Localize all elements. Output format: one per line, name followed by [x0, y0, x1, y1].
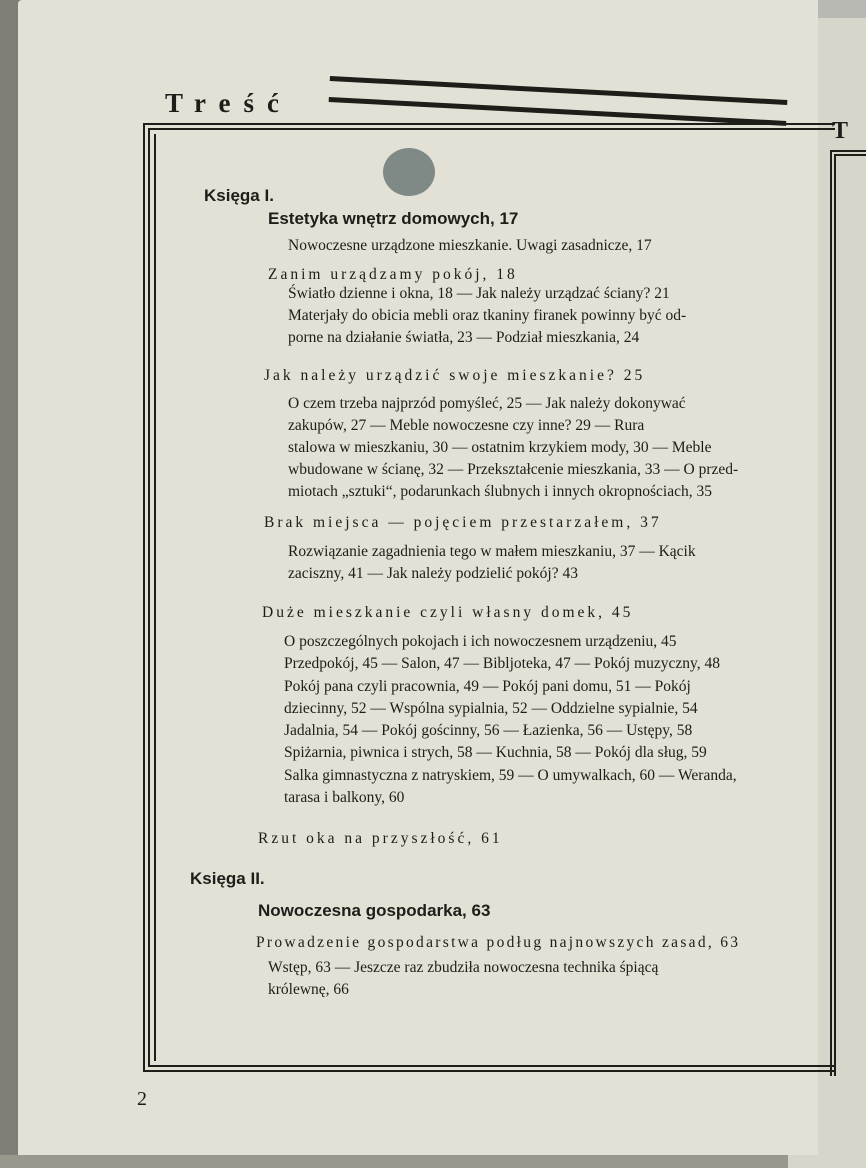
toc-entry: Rozwiązanie zagadnienia tego w małem mieszkaniu, 37 — Kącik	[288, 543, 696, 560]
toc-entry: Światło dzienne i okna, 18 — Jak należy urządzać ściany? 21	[288, 285, 670, 302]
next-page-frame	[830, 150, 866, 1076]
toc-entry: stalowa w mieszkaniu, 30 — ostatnim krzykiem mody, 30 — Meble	[288, 439, 712, 456]
toc-entry: Materjały do obicia mebli oraz tkaniny firanek powinny być od-	[288, 307, 687, 324]
page-number: 2	[137, 1088, 147, 1110]
toc-entry: Spiżarnia, piwnica i strych, 58 — Kuchnia, 58 — Pokój dla sług, 59	[284, 744, 707, 761]
toc-section-heading: Brak miejsca — pojęciem przestarzałem, 37	[264, 514, 662, 531]
toc-entry: porne na działanie światła, 23 — Podział mieszkania, 24	[288, 329, 640, 346]
toc-entry: Wstęp, 63 — Jeszcze raz zbudziła nowoczesna technika śpiącą	[268, 959, 659, 976]
toc-section-heading: Jak należy urządzić swoje mieszkanie? 25	[264, 367, 646, 384]
toc-entry: zakupów, 27 — Meble nowoczesne czy inne? 29 — Rura	[288, 417, 645, 434]
toc-entry: dziecinny, 52 — Wspólna sypialnia, 52 — Oddzielne sypialnie, 54	[284, 700, 698, 717]
toc-entry: zaciszny, 41 — Jak należy podzielić pokój? 43	[288, 565, 578, 582]
page-title: Treść	[165, 88, 292, 118]
toc-entry: królewnę, 66	[268, 981, 349, 998]
toc-section-heading: Prowadzenie gospodarstwa podług najnowszych zasad, 63	[256, 934, 741, 951]
toc-entry: Salka gimnastyczna z natryskiem, 59 — O umywalkach, 60 — Weranda,	[284, 767, 737, 784]
toc-section-heading: Zanim urządzamy pokój, 18	[268, 266, 518, 283]
toc-entry: O poszczególnych pokojach i ich nowoczesnem urządzeniu, 45	[284, 633, 677, 650]
toc-section-heading: Rzut oka na przyszłość, 61	[258, 830, 503, 847]
toc-entry: Pokój pana czyli pracownia, 49 — Pokój pani domu, 51 — Pokój	[284, 678, 691, 695]
toc-entry: tarasa i balkony, 60	[284, 789, 405, 806]
next-page-heading: T	[832, 118, 849, 144]
toc-entry: Nowoczesne urządzone mieszkanie. Uwagi zasadnicze, 17	[288, 237, 652, 254]
book-label: Księga I.	[204, 186, 274, 205]
book-title: Estetyka wnętrz domowych, 17	[268, 209, 519, 228]
toc-entry: wbudowane w ścianę, 32 — Przekształcenie mieszkania, 33 — O przed-	[288, 461, 739, 478]
toc-entry: miotach „sztuki“, podarunkach ślubnych i innych okropnościach, 35	[288, 483, 712, 500]
toc-section-heading: Duże mieszkanie czyli własny domek, 45	[262, 604, 634, 621]
toc-entry: Przedpokój, 45 — Salon, 47 — Bibljoteka, 47 — Pokój muzyczny, 48	[284, 655, 720, 672]
book-title: Nowoczesna gospodarka, 63	[258, 901, 491, 920]
toc-entry: O czem trzeba najprzód pomyśleć, 25 — Jak należy dokonywać	[288, 395, 686, 412]
book-label: Księga II.	[190, 869, 265, 888]
toc-entry: Jadalnia, 54 — Pokój gościnny, 56 — Łazienka, 56 — Ustępy, 58	[284, 722, 693, 739]
